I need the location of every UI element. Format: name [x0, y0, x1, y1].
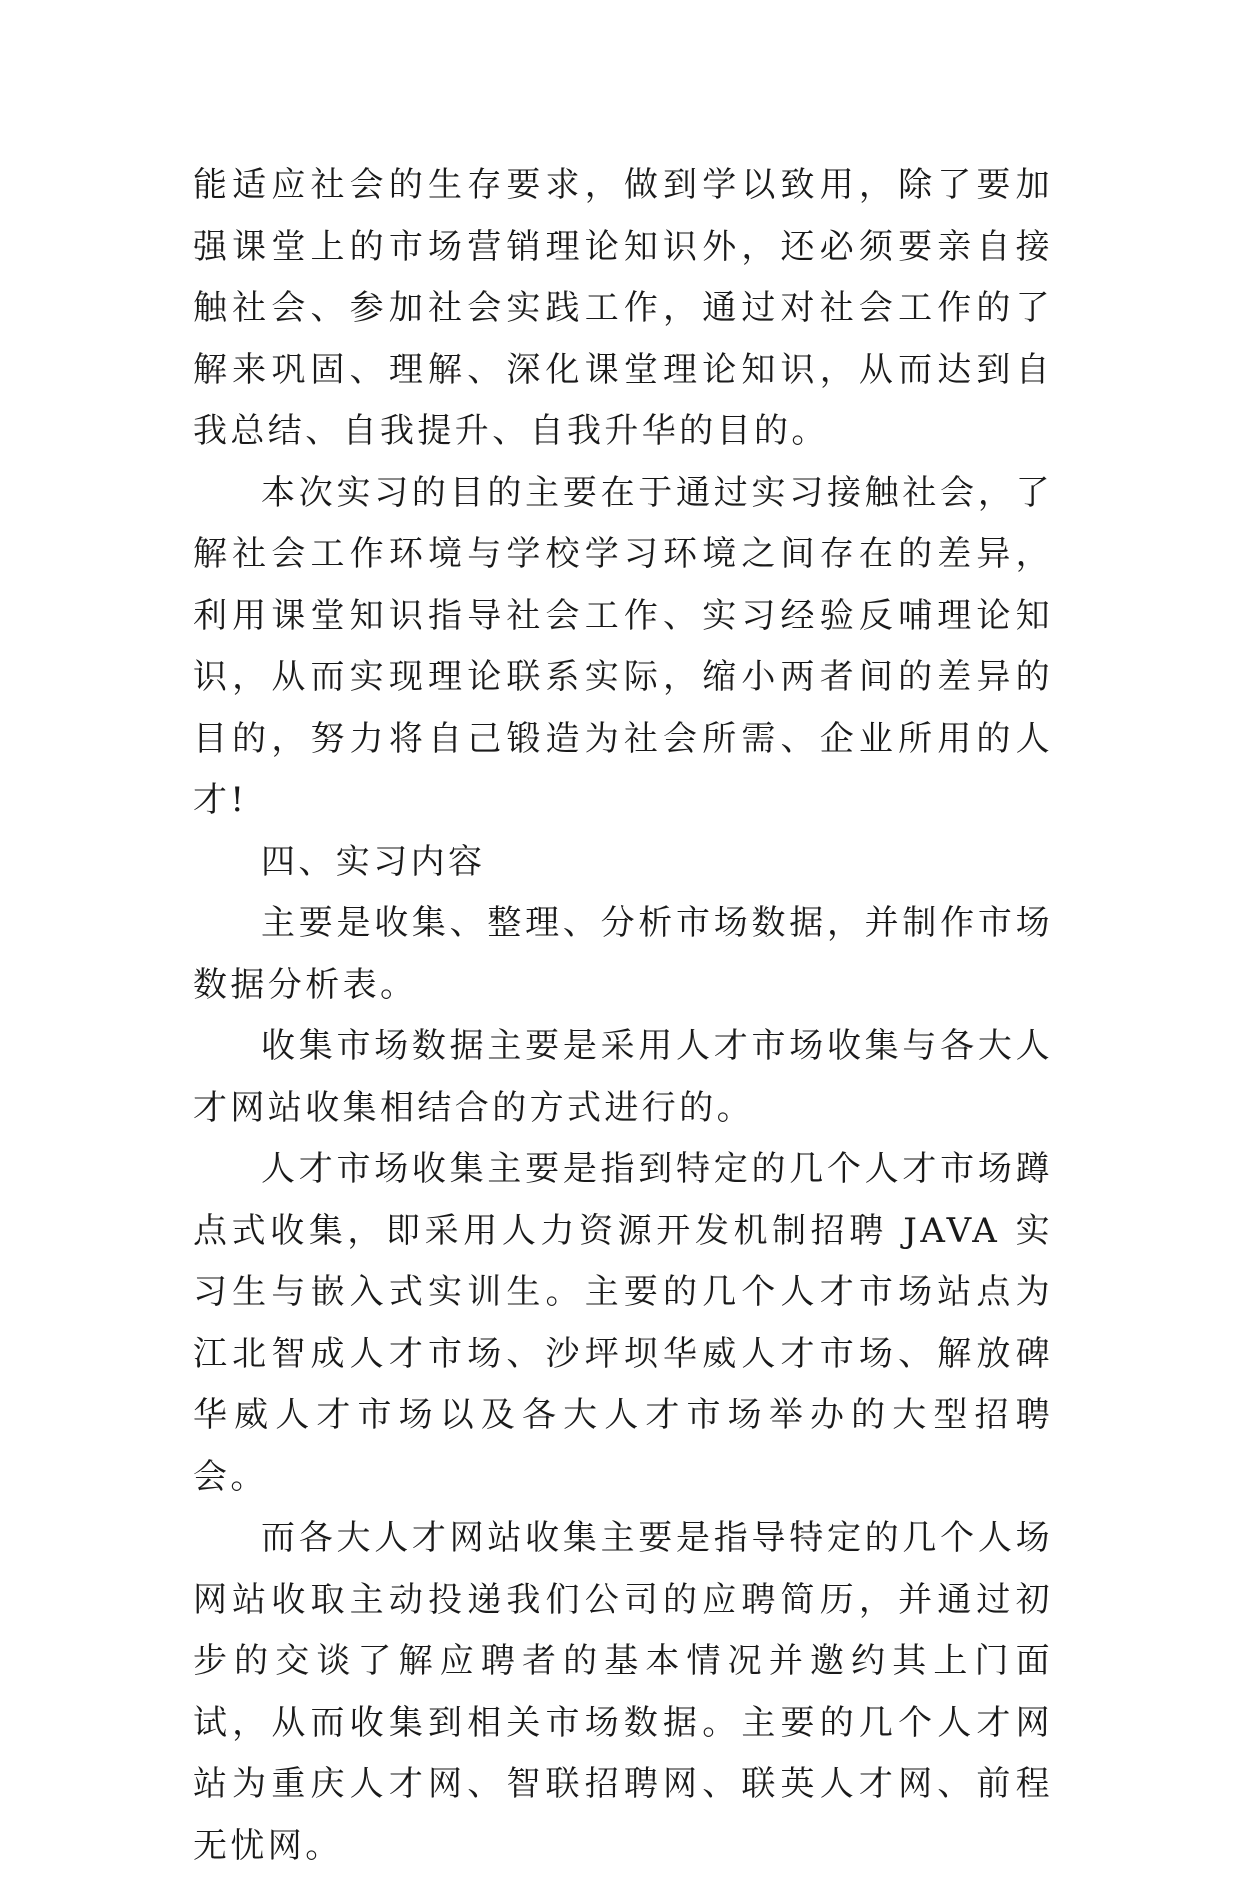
section-heading-internship-content: 四、实习内容: [261, 841, 486, 882]
paragraph-internship-purpose: 本次实习的目的主要在于通过实习接触社会，了解社会工作环境与学校学习环境之间存在的差异，利用课堂知识指导社会工作、实习经验反哺理论知识，从而实现理论联系实际，缩小两者间的差异的目的，努力将自己锻造为社会所需、企业所用的人才!: [193, 472, 1053, 820]
paragraph-talent-market: 人才市场收集主要是指到特定的几个人才市场蹲点式收集，即采用人力资源开发机制招聘 JAVA 实习生与嵌入式实训生。主要的几个人才市场站点为江北智成人才市场、沙坪坝华威人才市场、解放碑华威人才市场以及各大人才市场举办的大型招聘会。: [193, 1149, 1053, 1497]
document-body: [193, 155, 1053, 1877]
paragraph-collection-method: 收集市场数据主要是采用人才市场收集与各大人才网站收集相结合的方式进行的。: [193, 1026, 1053, 1128]
paragraph-continuation: 能适应社会的生存要求，做到学以致用，除了要加强课堂上的市场营销理论知识外，还必须要亲自接触社会、参加社会实践工作，通过对社会工作的了解来巩固、理解、深化课堂理论知识，从而达到自我总结、自我提升、自我升华的目的。: [193, 165, 1053, 451]
paragraph-main-task: 主要是收集、整理、分析市场数据，并制作市场数据分析表。: [193, 903, 1053, 1005]
paragraph-talent-websites: 而各大人才网站收集主要是指导特定的几个人场网站收取主动投递我们公司的应聘简历，并通过初步的交谈了解应聘者的基本情况并邀约其上门面试，从而收集到相关市场数据。主要的几个人才网站为重庆人才网、智联招聘网、联英人才网、前程无忧网。: [193, 1518, 1053, 1866]
